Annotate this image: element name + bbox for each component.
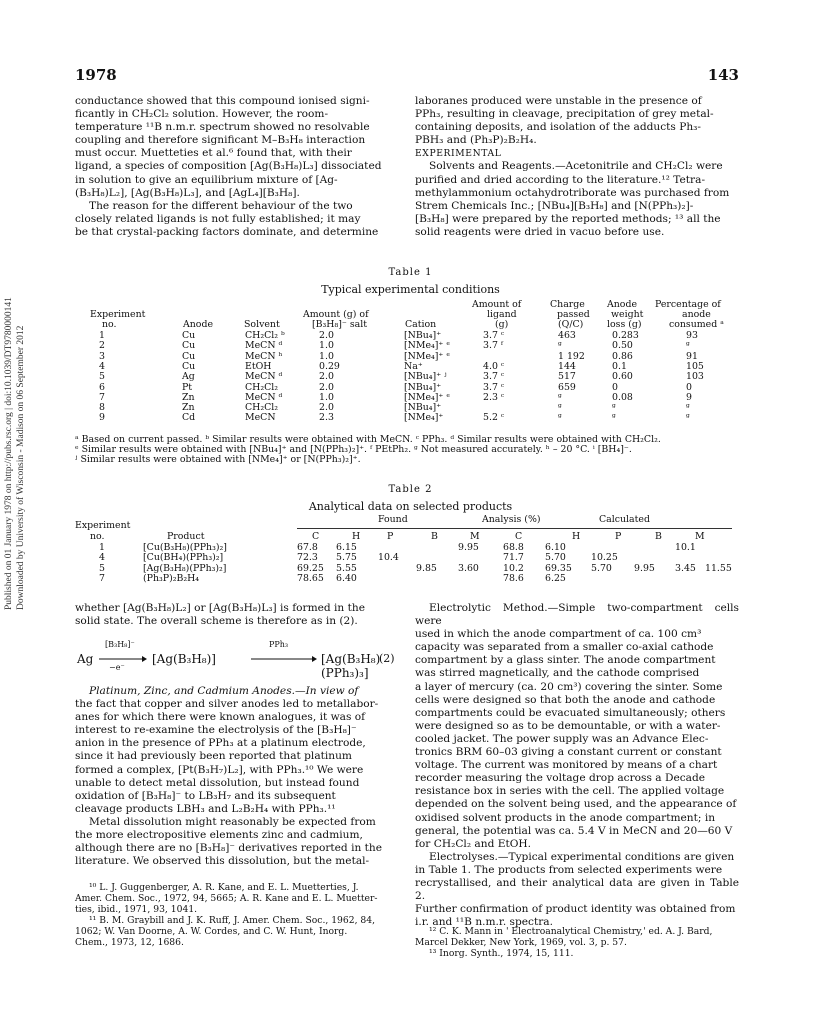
table1-cell: 105 <box>686 360 704 372</box>
text-line: cooled jacket. The power supply was an Advance Elec- <box>415 732 709 745</box>
table1-cell: ᵍ <box>612 412 616 424</box>
top-right-column <box>415 95 739 239</box>
table1-cell: MeCN ᵈ <box>245 340 283 352</box>
text-line: Further confirmation of product identity was obtained from <box>415 903 736 916</box>
text-line: oxidised solvent products in the anode compartment; in <box>415 811 716 824</box>
th: (g) <box>495 319 509 330</box>
table1-cell: [NBu₄]⁺ ʲ <box>404 371 447 383</box>
table1-cell: ᵍ <box>558 391 562 403</box>
table1-cell: 2.0 <box>319 371 334 383</box>
table-note: ᵃ Based on current passed. ᵇ Similar results were obtained with MeCN. ᶜ PPh₃. ᵈ Similar results were obtained with CH₂Cl₂. <box>75 434 661 445</box>
footnote-line: ties, ibid., 1971, 93, 1041. <box>75 904 198 915</box>
text-line: was stirred magnetically, and the cathode comprised <box>415 667 700 680</box>
table2-col-header: B <box>655 531 662 542</box>
table1-cell: Cu <box>182 360 196 372</box>
table1-cell: 5 <box>99 371 105 383</box>
text-line: The reason for the different behaviour of the two <box>89 199 353 212</box>
scheme-ag: Ag <box>77 652 94 666</box>
table2-col-header: H <box>352 531 361 542</box>
table1-cell: Cu <box>182 350 196 362</box>
table1-cell: CH₂Cl₂ ᵇ <box>245 330 285 341</box>
footnote-line: ¹⁰ L. J. Guggenberger, A. R. Kane, and E. L. Muetterties, J. <box>89 882 359 893</box>
table2-cell: 4 <box>99 552 105 564</box>
table2-cell: 67.8 <box>297 542 318 553</box>
section-heading: EXPERIMENTAL <box>415 148 502 160</box>
table1-cell: 0.50 <box>612 340 633 352</box>
footnotes-right <box>415 926 739 959</box>
text-line: in Table 1. The products from selected experiments were <box>415 863 723 876</box>
table1-cell: 0.283 <box>612 330 639 341</box>
text-line: Strem Chemicals Inc.; [NBu₄][B₃H₈] and [N(PPh₃)₂]- <box>415 199 694 212</box>
table2-cell: [Cu(B₃H₈)(PPh₃)₂] <box>143 542 227 553</box>
text-line: compartment by a glass sinter. The anode compartment <box>415 654 716 667</box>
table1-cell: [NBu₄]⁺ <box>404 402 442 414</box>
table1-cell: 0.1 <box>612 360 627 372</box>
text-line: solid reagents were dried in vacuo before use. <box>415 225 665 238</box>
footnote-line: ¹² C. K. Mann in ' Electroanalytical Chemistry,' ed. A. J. Bard, <box>429 926 713 937</box>
table1-cell: 463 <box>558 330 576 341</box>
table1-cell: [NMe₄]⁺ ᵉ <box>404 391 450 403</box>
text-line: i.r. and ¹¹B n.m.r. spectra. <box>415 916 553 929</box>
scheme-number: (2) <box>379 652 395 665</box>
text-line: Electrolytic Method.—Simple two-compartment cells were <box>415 602 739 628</box>
th: Calculated <box>599 514 650 525</box>
downloaded-line: Downloaded by University of Wisconsin - Madison on 06 September 2012 <box>16 325 26 610</box>
table1-cell: 3.7 ᶜ <box>483 371 505 383</box>
scheme-product: [Ag(B₃H₈)(PPh₃)₃] <box>321 652 381 680</box>
table1-cell: 1.0 <box>319 350 334 362</box>
table1-cell: ᵍ <box>686 402 690 414</box>
th: Analysis (%) <box>482 514 541 525</box>
table2-cell: 1 <box>99 542 105 553</box>
table2-cell: 78.65 <box>297 572 324 584</box>
table-note: ʲ Similar results were obtained with [NMe₄]⁺ or [N(PPh₃)₂]⁺. <box>75 454 361 465</box>
text-line: a layer of mercury (ca. 20 cm³) covering the sinter. Some <box>415 680 723 693</box>
th: passed <box>557 309 590 320</box>
download-watermark <box>2 190 28 970</box>
table2-cell: 5.75 <box>336 552 357 564</box>
table1-cell: [NBu₄]⁺ <box>404 381 442 393</box>
table1-cell: 0.60 <box>612 371 633 383</box>
table2 <box>75 515 745 590</box>
table1-cell: Cu <box>182 340 196 352</box>
text-line: formed a complex, [Pt(B₃H₇)L₂], with PPh₃.¹⁰ We were <box>75 763 364 776</box>
th: Amount of <box>472 299 522 310</box>
th: Anode <box>607 299 638 310</box>
table2-cell: 10.25 <box>591 552 618 564</box>
text-line: laboranes produced were unstable in the presence of <box>415 95 702 107</box>
th: anode <box>682 309 711 320</box>
table-note: ᵉ Similar results were obtained with [NBu₄]⁺ and [N(PPh₃)₂]⁺. ᶠ PEtPh₂. ᵍ Not measured accurately. ʰ – 20 °C. ⁱ [BH₄]⁻. <box>75 444 632 455</box>
th: weight <box>611 309 644 320</box>
text-line: conductance showed that this compound ionised signi- <box>75 95 370 107</box>
table2-col-header: C <box>515 531 523 542</box>
th: Product <box>167 531 205 542</box>
arrow1-label-top: [B₃H₈]⁻ <box>105 640 135 649</box>
table1-cell: 2.0 <box>319 381 334 393</box>
th: Anode <box>183 319 214 330</box>
table1-cell: 659 <box>558 381 576 393</box>
arrow-icon <box>251 655 317 663</box>
table2-col-header: C <box>312 531 320 542</box>
table2-cell: 6.40 <box>336 572 357 584</box>
table1-cell: 144 <box>558 360 576 372</box>
text-line: Metal dissolution might reasonably be expected from <box>89 815 376 828</box>
table2-cell: 6.25 <box>545 572 566 584</box>
table1-title: Typical experimental conditions <box>321 283 500 296</box>
table2-col-header: M <box>470 531 480 542</box>
table1-cell: 91 <box>686 350 698 362</box>
text-line: (B₃H₈)L₂], [Ag(B₃H₈)L₃], and [AgL₄][B₃H₈]. <box>75 186 300 199</box>
table2-cell: 11.55 <box>705 562 732 574</box>
text-line: containing deposits, and isolation of the adducts Ph₃- <box>415 121 702 134</box>
table1-label: Table 1 <box>388 267 433 278</box>
text-line: compartments could be evacuated simultaneously; others <box>415 706 726 719</box>
footnote-line: ¹¹ B. M. Graybill and J. K. Ruff, J. Amer. Chem. Soc., 1962, 84, <box>89 915 376 926</box>
table1-cell: Ag <box>182 371 195 383</box>
text-line: cells were designed so that both the anode and cathode <box>415 693 716 706</box>
table2-col-header: M <box>695 531 705 542</box>
table1-cell: 0.08 <box>612 391 633 403</box>
text-line: voltage. The current was monitored by means of a chart <box>415 759 718 772</box>
table1-cell: 0.29 <box>319 360 340 372</box>
table1-cell: 6 <box>99 381 105 393</box>
table1-cell: ᵍ <box>558 340 562 352</box>
table2-cell: [Ag(B₃H₈)(PPh₃)₂] <box>143 562 227 574</box>
table1-cell: Zn <box>182 402 195 414</box>
table2-col-header: P <box>387 531 394 542</box>
table2-title: Analytical data on selected products <box>308 500 513 513</box>
table1-cell: 3.7 ᶠ <box>483 340 503 352</box>
table1-cell: 3 <box>99 350 105 362</box>
text-line: ligand, a species of composition [Ag(B₃H₈)L₃] dissociated <box>75 160 382 173</box>
footnote-line: Amer. Chem. Soc., 1972, 94, 5665; A. R. Kane and E. L. Muetter- <box>75 893 378 904</box>
text-line: anion in the presence of PPh₃ at a platinum electrode, <box>75 737 366 750</box>
text-line: for CH₂Cl₂ and EtOH. <box>415 837 531 850</box>
table1-cell: Zn <box>182 391 195 403</box>
text-line: resistance box in series with the cell. The applied voltage <box>415 785 725 798</box>
text-line: must occur. Muetteties et al.⁶ found that, with their <box>75 147 352 160</box>
table1-cell: MeCN <box>245 412 276 424</box>
table1-cell: ᵍ <box>558 412 562 424</box>
bottom-left-body <box>75 685 404 868</box>
table1-cell: 8 <box>99 402 105 414</box>
table2-cell: 6.10 <box>545 542 566 553</box>
table2-col-header: B <box>431 531 438 542</box>
table1-cell: 3.7 ᶜ <box>483 330 505 341</box>
text-line: tronics BRM 60–03 giving a constant current or constant <box>415 746 722 759</box>
table1-cell: 4 <box>99 360 105 372</box>
table2-cell: (Ph₃P)₂B₂H₄ <box>143 572 200 584</box>
text-line: depended on the solvent being used, and the appearance of <box>415 798 737 811</box>
table2-cell: [Cu(BH₄)(PPh₃)₂] <box>143 552 224 564</box>
top-left-column <box>75 95 404 239</box>
table1-cell: ᵍ <box>612 402 616 414</box>
table2-cell: 72.3 <box>297 552 318 564</box>
table1-cell: 5.2 ᶜ <box>483 412 505 424</box>
table1-cell: [NMe₄]⁺ ᵉ <box>404 350 450 362</box>
reaction-scheme <box>75 640 405 680</box>
table1-cell: ᵍ <box>558 402 562 414</box>
th: ligand <box>487 309 517 320</box>
table1-cell: 93 <box>686 330 698 341</box>
table1-cell: 9 <box>99 412 105 424</box>
text-line: capacity was separated from a smaller co-axial cathode <box>415 641 714 654</box>
text-line: in solution to give an equilibrium mixture of [Ag- <box>75 173 338 186</box>
published-line: Published on 01 January 1978 on http://pubs.rsc.org | doi:10.1039/DT9780000141 <box>4 297 14 610</box>
text-line: general, the potential was ca. 5.4 V in MeCN and 20—60 V <box>415 824 733 837</box>
th: Cation <box>405 319 437 330</box>
text-line: unable to detect metal dissolution, but instead found <box>75 776 360 789</box>
text-line: recrystallised, and their analytical data are given in Table 2. <box>415 876 739 903</box>
table2-cell: 71.7 <box>503 552 524 564</box>
table2-cell: 10.4 <box>378 552 399 564</box>
table1-cell: [NMe₄]⁺ <box>404 412 444 424</box>
table1-cell: 1.0 <box>319 340 334 352</box>
table1-cell: 0.86 <box>612 350 633 362</box>
text-line: cleavage products LBH₃ and L₂B₂H₄ with PPh₃.¹¹ <box>75 802 336 815</box>
text-line: coupling and therefore significant M–B₃H₈ interaction <box>75 134 366 147</box>
table1-cell: Na⁺ <box>404 360 423 372</box>
text-line: the fact that copper and silver anodes led to metallabor- <box>75 698 379 711</box>
th: Found <box>378 514 408 525</box>
table2-label: Table 2 <box>388 484 433 495</box>
table1-cell: ᵍ <box>686 412 690 424</box>
table2-cell: 5.55 <box>336 562 357 574</box>
text-line: recorder measuring the voltage drop across a Decade <box>415 772 706 785</box>
text-line: anes for which there were known analogues, it was of <box>75 711 366 724</box>
text-line: the more electropositive elements zinc and cadmium, <box>75 829 363 842</box>
th: Solvent <box>244 319 280 330</box>
text-line: although there are no [B₃H₈]⁻ derivatives reported in the <box>75 842 383 855</box>
th: Experiment <box>90 309 146 320</box>
table2-cell: 5.70 <box>545 552 566 564</box>
text-line: purified and dried according to the literature.¹² Tetra- <box>415 173 706 186</box>
table2-cell: 69.35 <box>545 562 572 574</box>
table2-rule <box>297 528 732 529</box>
th: loss (g) <box>607 319 642 330</box>
footnote-line: 1062; W. Van Doorne, A. W. Cordes, and C. W. Hunt, Inorg. <box>75 926 348 937</box>
table1-cell: [NBu₄]⁺ <box>404 330 442 341</box>
table2-cell: 9.95 <box>634 562 655 574</box>
th: Amount (g) of <box>303 309 369 320</box>
text-line: solid state. The overall scheme is therefore as in (2). <box>75 615 358 628</box>
th: Experiment <box>75 520 131 531</box>
table1-cell: 1 <box>99 330 105 341</box>
table2-cell: 10.1 <box>675 542 696 553</box>
table1-cell: Cu <box>182 330 196 341</box>
text-line: [B₃H₈] were prepared by the reported methods; ¹³ all the <box>415 212 721 225</box>
table2-cell: 7 <box>99 572 105 584</box>
table1-cell: Cd <box>182 412 196 424</box>
table1-cell: 517 <box>558 371 576 383</box>
text-line: interest to re-examine the electrolysis of the [B₃H₈]⁻ <box>75 724 357 737</box>
th: consumed ᵃ <box>669 319 724 330</box>
table2-cell: 3.45 <box>675 562 696 574</box>
year-header: 1978 <box>75 66 117 84</box>
footnote-line: ¹³ Inorg. Synth., 1974, 15, 111. <box>429 948 574 959</box>
table1-cell: 0 <box>686 381 692 393</box>
table1-cell: 1 192 <box>558 350 585 362</box>
table2-cell: 6.15 <box>336 542 357 553</box>
text-line: since it had previously been reported that platinum <box>75 750 352 763</box>
table2-cell: 5.70 <box>591 562 612 574</box>
page-number: 143 <box>707 66 739 84</box>
table1-cell: 1.0 <box>319 391 334 403</box>
table2-cell: 10.2 <box>503 562 524 574</box>
th: (Q/C) <box>558 319 584 330</box>
table1-cell: 2.3 ᶜ <box>483 391 505 403</box>
th: Percentage of <box>655 299 721 310</box>
th: no. <box>90 531 105 542</box>
table1-cell: CH₂Cl₂ <box>245 402 279 414</box>
text-line: Solvents and Reagents.—Acetonitrile and CH₂Cl₂ were <box>429 160 723 173</box>
text-line: ficantly in CH₂Cl₂ solution. However, the room- <box>75 108 329 121</box>
table2-cell: 3.60 <box>458 562 479 574</box>
table1-cell: CH₂Cl₂ <box>245 381 279 393</box>
text-line: Electrolyses.—Typical experimental conditions are given <box>429 850 735 863</box>
table1-cell: MeCN ʰ <box>245 350 283 362</box>
table1-cell: 4.0 ᶜ <box>483 360 505 372</box>
table2-col-header: H <box>572 531 581 542</box>
th: no. <box>102 319 117 330</box>
table1-cell: 3.7 ᶜ <box>483 381 505 393</box>
scheme-intermediate: [Ag(B₃H₈)] <box>152 652 216 666</box>
footnote-line: Marcel Dekker, New York, 1969, vol. 3, p. 57. <box>415 937 627 948</box>
table2-cell: 78.6 <box>503 572 524 584</box>
text-line: PBH₃ and (Ph₃P)₂B₂H₄. <box>415 134 537 147</box>
table2-cell: 5 <box>99 562 105 574</box>
text-line: literature. We observed this dissolution, but the metal- <box>75 855 370 868</box>
footnote-line: Chem., 1973, 12, 1686. <box>75 937 184 948</box>
text-line: used in which the anode compartment of ca. 100 cm³ <box>415 628 702 641</box>
table1-cell: 2 <box>99 340 105 352</box>
text-line: were designed so as to be demountable, or with a water- <box>415 719 721 732</box>
table1-cell: 2.0 <box>319 330 334 341</box>
table1-cell: EtOH <box>245 360 272 372</box>
table1-cell: Pt <box>182 381 193 393</box>
table1-cell: MeCN ᵈ <box>245 391 283 403</box>
text-line: be that crystal-packing factors dominate, and determine <box>75 225 379 238</box>
arrow-icon <box>99 655 147 663</box>
table1-cell: 7 <box>99 391 105 403</box>
table2-cell: 68.8 <box>503 542 524 553</box>
text-line: oxidation of [B₃H₈]⁻ to LB₃H₇ and its subsequent <box>75 789 336 802</box>
text-line: whether [Ag(B₃H₈)L₂] or [Ag(B₃H₈)L₃] is formed in the <box>75 602 365 614</box>
table1-cell: 2.3 <box>319 412 334 424</box>
text-line: Platinum, Zinc, and Cadmium Anodes.—In view of <box>89 685 359 697</box>
footnotes-left <box>75 882 404 948</box>
text-line: temperature ¹¹B n.m.r. spectrum showed no resolvable <box>75 121 370 134</box>
text-line: closely related ligands is not fully established; it may <box>75 212 361 225</box>
arrow1-label-bottom: −e⁻ <box>109 663 125 672</box>
table2-cell: 9.85 <box>416 562 437 574</box>
table1-cell: ᵍ <box>686 340 690 352</box>
table1-cell: 9 <box>686 391 692 403</box>
th: Charge <box>550 299 585 310</box>
text-line: PPh₃, resulting in cleavage, precipitation of grey metal- <box>415 108 714 121</box>
bottom-left-column <box>75 602 404 628</box>
table1-cell: 103 <box>686 371 704 383</box>
table2-cell: 69.25 <box>297 562 324 574</box>
table2-cell: 9.95 <box>458 542 479 553</box>
th: [B₃H₈]⁻ salt <box>312 319 367 330</box>
table1-cell: MeCN ᵈ <box>245 371 283 383</box>
bottom-right-column <box>415 602 739 929</box>
table1-cell: [NMe₄]⁺ ᵉ <box>404 340 450 352</box>
text-line: methylammonium octahydrotriborate was purchased from <box>415 186 730 199</box>
table2-col-header: P <box>615 531 622 542</box>
arrow2-label-top: PPh₃ <box>269 640 289 649</box>
table1-cell: 0 <box>612 381 618 393</box>
table1-cell: 2.0 <box>319 402 334 414</box>
